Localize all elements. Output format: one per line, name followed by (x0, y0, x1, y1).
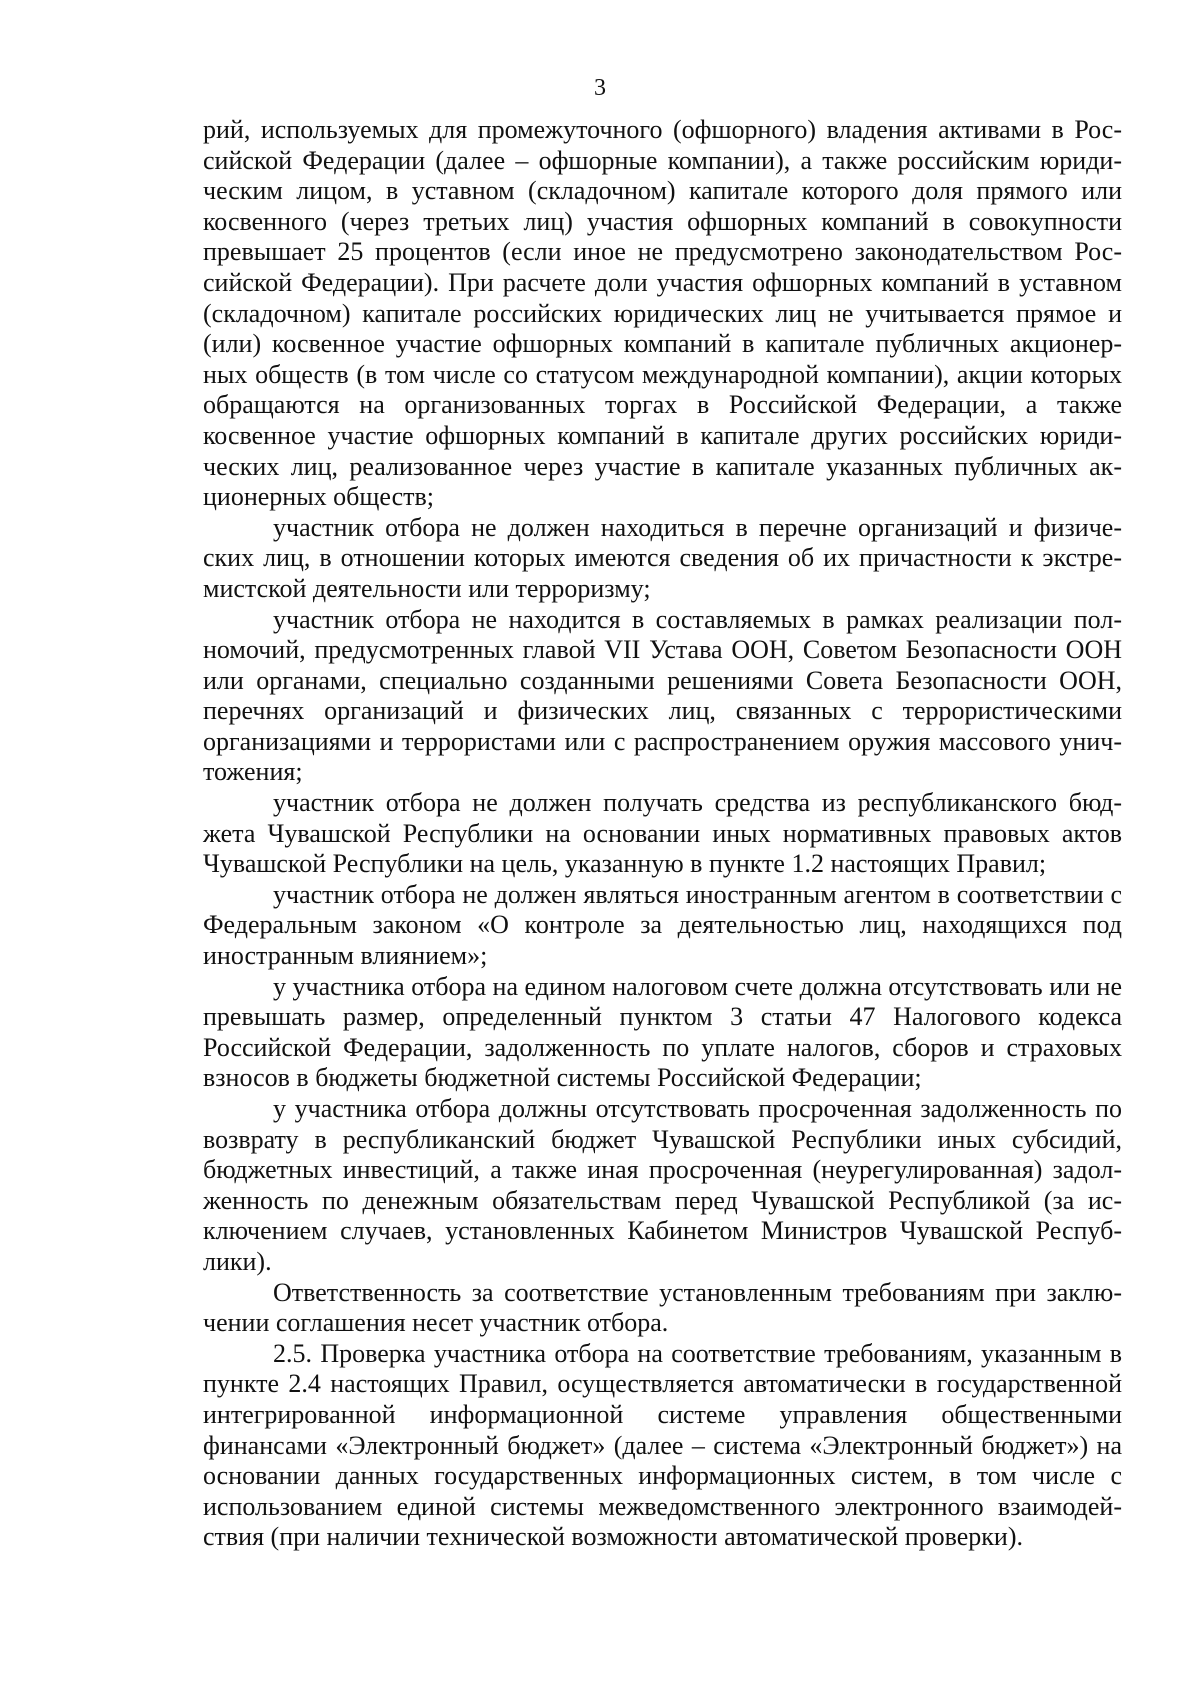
paragraph-responsibility: Ответственность за соответствие установленным требованиям при заключении соглашения несет участник отбора. (203, 1277, 1122, 1338)
paragraph-un-sanctions-list: участник отбора не находится в составляемых в рамках реализации полномочий, предусмотренных главой VII Устава ООН, Советом Безопасности ООН или органами, специально созданными решениями Совета Безопасности ООН, перечнях организаций и физических лиц, связанных с террористическими организациями и террористами или с распространением оружия массового уничтожения; (203, 604, 1122, 787)
paragraph-extremism-list: участник отбора не должен находиться в перечне организаций и физических лиц, в отношении которых имеются сведения об их причастности к экстремистской деятельности или терроризму; (203, 512, 1122, 603)
paragraph-republican-budget-funds: участник отбора не должен получать средства из республиканского бюджета Чувашской Республики на основании иных нормативных правовых актов Чувашской Республики на цель, указанную в пункте 1.2 настоящих Правил; (203, 788, 1122, 879)
paragraph-tax-debt: у участника отбора на едином налоговом счете должна отсутствовать или не превышать размер, определенный пунктом 3 статьи 47 Налогового кодекса Российской Федерации, задолженность по уплате налогов, сборов и страховых взносов в бюджеты бюджетной системы Российской Федерации; (203, 971, 1122, 1093)
paragraph-section-2-5: 2.5. Проверка участника отбора на соответствие требованиям, указанным в пункте 2.4 настоящих Правил, осуществляется автоматически в государственной интегрированной информационной системе управления общественными финансами «Электронный бюджет» (далее – система «Электронный бюджет») на основании данных государственных информационных систем, в том числе с использованием единой системы межведомственного электронного взаимодействия (при наличии технической возможности автоматической проверки). (203, 1338, 1122, 1552)
page-number: 3 (594, 75, 606, 101)
document-body (203, 115, 1122, 1553)
paragraph-overdue-debt: у участника отбора должны отсутствовать просроченная задолженность по возврату в республиканский бюджет Чувашской Республики иных субсидий, бюджетных инвестиций, а также иная просроченная (неурегулированная) задолженность по денежным обязательствам перед Чувашской Республикой (за исключением случаев, установленных Кабинетом Министров Чувашской Республики). (203, 1094, 1122, 1276)
paragraph-foreign-agent: участник отбора не должен являться иностранным агентом в соответствии с Федеральным законом «О контроле за деятельностью лиц, находящихся под иностранным влиянием»; (203, 879, 1122, 971)
paragraph-offshore-companies: рий, используемых для промежуточного (офшорного) владения активами в Российской Федерации (далее – офшорные компании), а также российским юридическим лицом, в уставном (складочном) капитале которого доля прямого или косвенного (через третьих лиц) участия офшорных компаний в совокупности превышает 25 процентов (если иное не предусмотрено законодательством Российской Федерации). При расчете доли участия офшорных компаний в уставном (складочном) капитале российских юридических лиц не учитывается прямое и (или) косвенное участие офшорных компаний в капитале публичных акционерных обществ (в том числе со статусом международной компании), акции которых обращаются на организованных торгах в Российской Федерации, а также косвенное участие офшорных компаний в капитале других российских юридических лиц, реализованное через участие в капитале указанных публичных акционерных обществ; (203, 115, 1122, 512)
